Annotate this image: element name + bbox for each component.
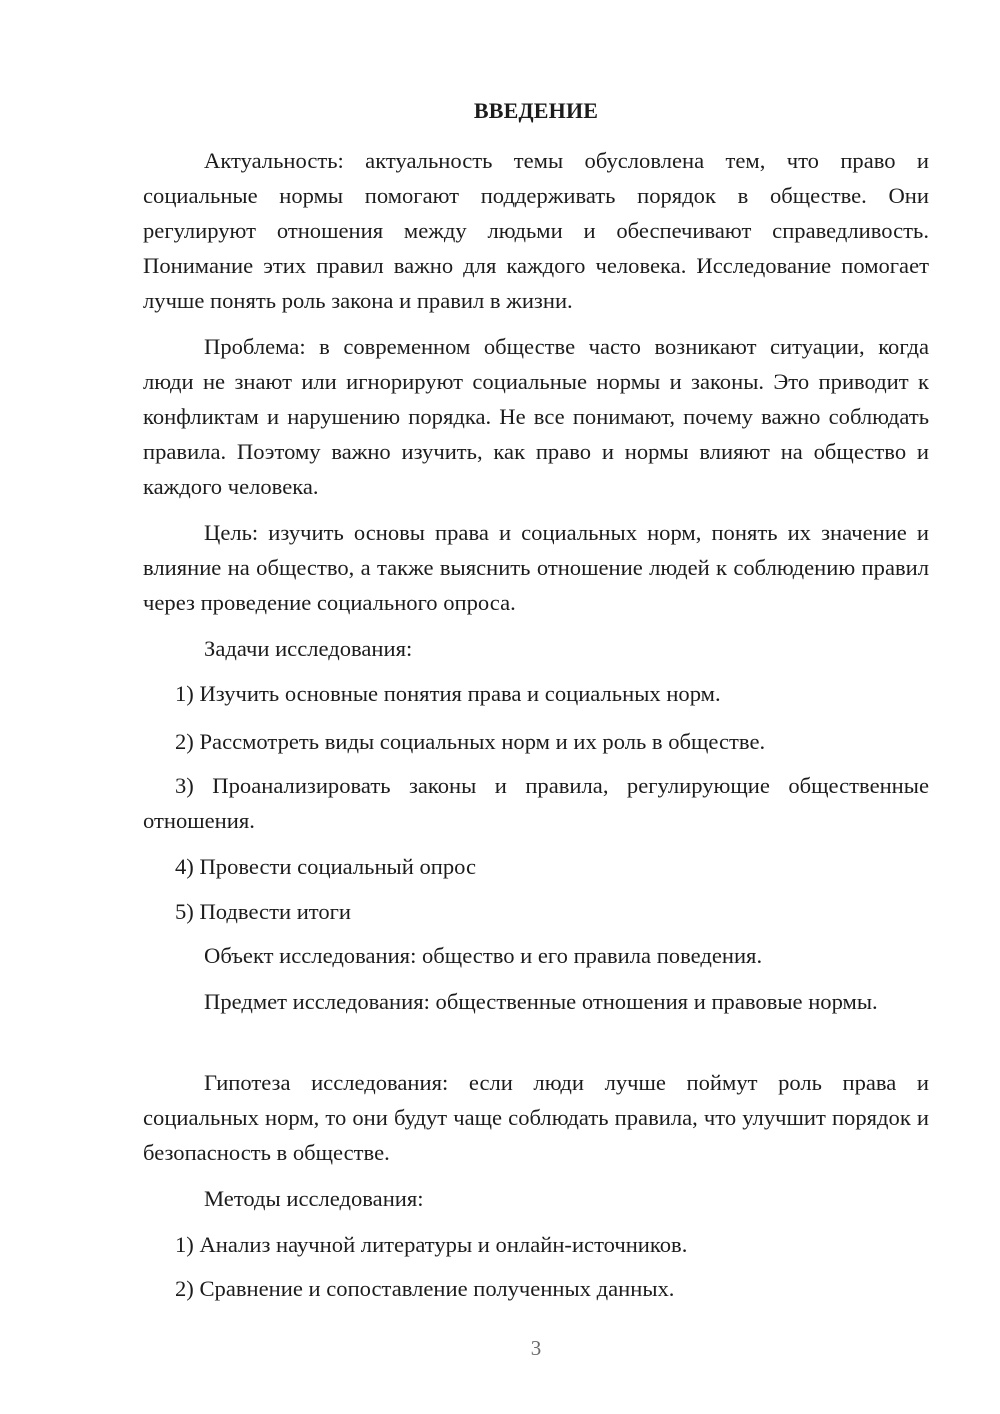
method-item-1: 1) Анализ научной литературы и онлайн-источников. (175, 1232, 688, 1257)
task-item-2: 2) Рассмотреть виды социальных норм и их роль в обществе. (175, 729, 766, 754)
task-item-5: 5) Подвести итоги (175, 899, 352, 924)
relevance-paragraph: Актуальность: актуальность темы обусловлена тем, что право и социальные нормы помогают поддерживать порядок в обществе. Они регулируют отношения между людьми и обеспечивают справедливость. Понимание этих правил важно для каждого человека. Исследование помогает лучше понять роль закона и правил в жизни. (143, 148, 929, 313)
methods-title: Методы исследования: (204, 1186, 424, 1211)
task-item-3: 3) Проанализировать законы и правила, регулирующие общественные отношения. (143, 773, 929, 833)
research-object: Объект исследования: общество и его правила поведения. (204, 943, 763, 968)
task-item-4: 4) Провести социальный опрос (175, 854, 477, 879)
research-subject: Предмет исследования: общественные отношения и правовые нормы. (204, 989, 878, 1014)
page-heading: ВВЕДЕНИЕ (473, 98, 599, 123)
tasks-title: Задачи исследования: (204, 636, 413, 661)
problem-paragraph: Проблема: в современном обществе часто возникают ситуации, когда люди не знают или игнорируют социальные нормы и законы. Это приводит к конфликтам и нарушению порядка. Не все понимают, почему важно соблюдать правила. Поэтому важно изучить, как право и нормы влияют на общество и каждого человека. (143, 334, 929, 499)
research-hypothesis: Гипотеза исследования: если люди лучше поймут роль права и социальных норм, то они будут чаще соблюдать правила, что улучшит порядок и безопасность в обществе. (143, 1070, 929, 1165)
method-item-2: 2) Сравнение и сопоставление полученных данных. (175, 1276, 675, 1301)
page-number: 3 (530, 1336, 542, 1360)
task-item-1: 1) Изучить основные понятия права и социальных норм. (175, 681, 721, 706)
goal-paragraph: Цель: изучить основы права и социальных норм, понять их значение и влияние на общество, а также выяснить отношение людей к соблюдению правил через проведение социального опроса. (143, 520, 929, 615)
